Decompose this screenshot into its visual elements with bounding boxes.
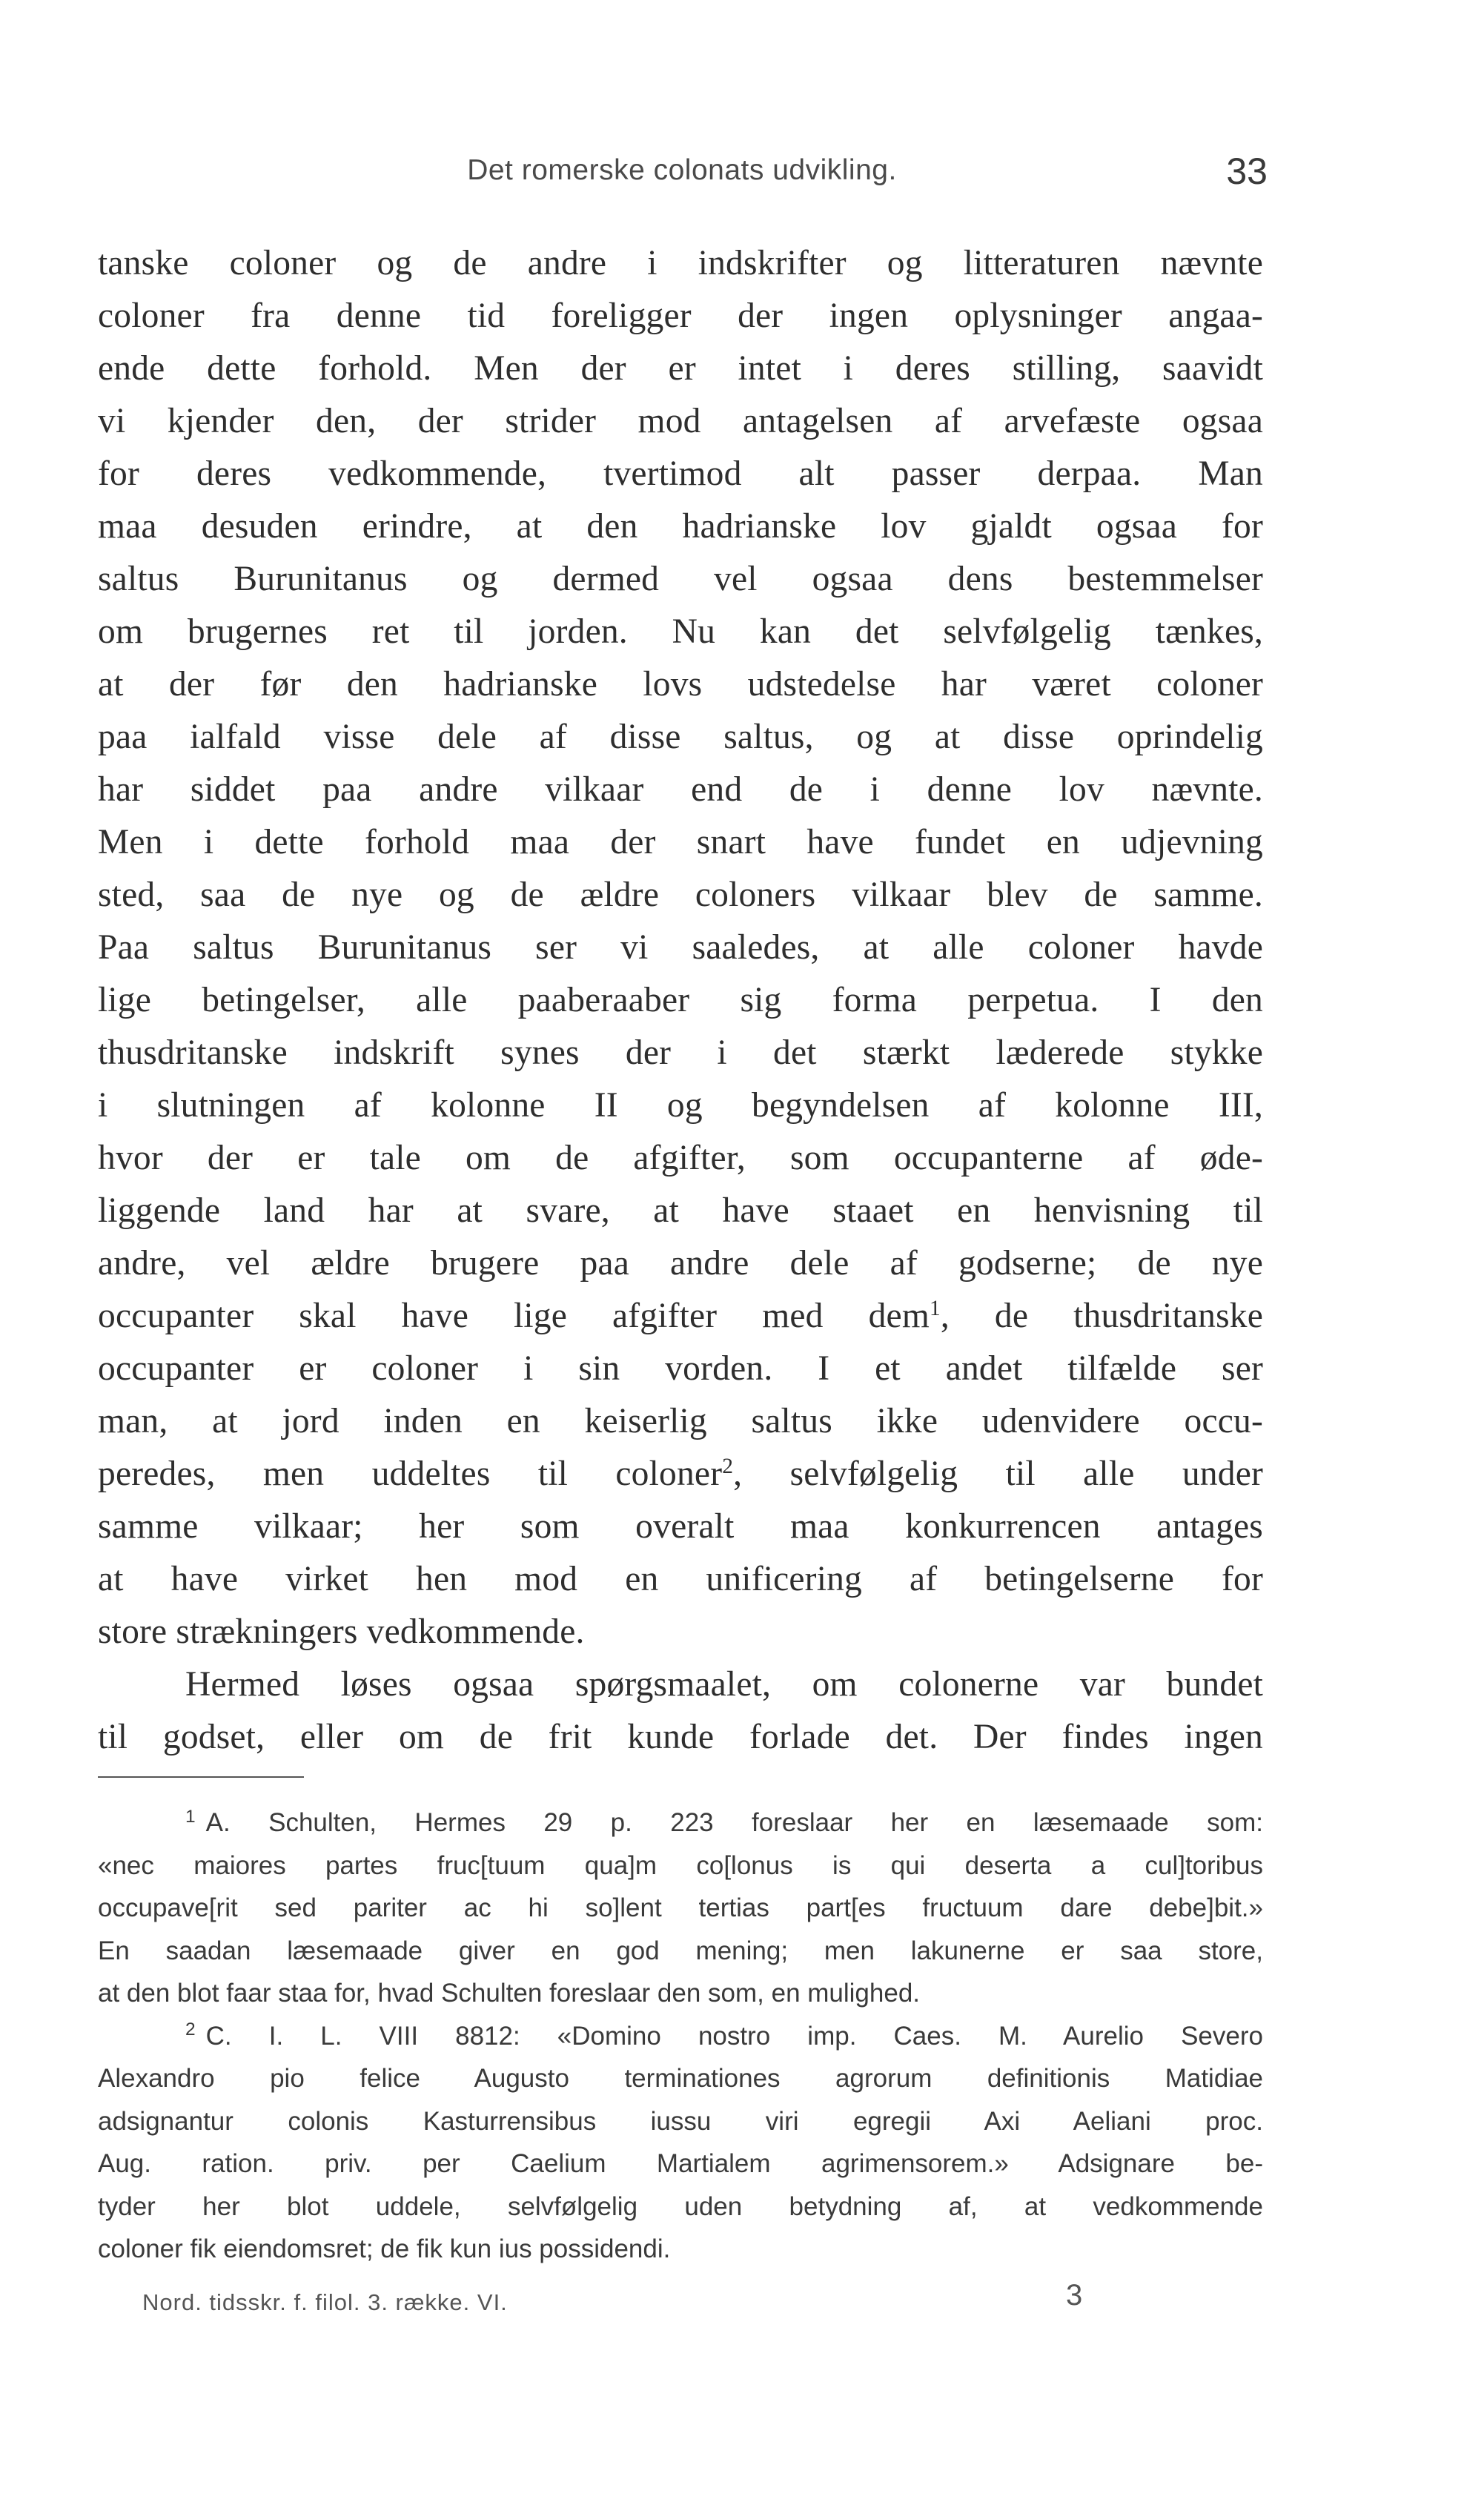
page-number: 33 xyxy=(1226,150,1268,192)
footnote-line: Aug. ration. priv. per Caelium Martialem agrimensorem.» Adsignare be- xyxy=(98,2149,1263,2178)
body-line: i slutningen af kolonne II og begyndelsen af kolonne III, xyxy=(98,1086,1263,1125)
footnote-text: C. I. L. VIII 8812: «Domino nostro imp. Caes. M. Aurelio Severo xyxy=(205,2021,1263,2051)
footnote-line: coloner fik eiendomsret; de fik kun ius possidendi. xyxy=(98,2234,671,2263)
page-header xyxy=(96,150,1268,194)
body-line: sted, saa de nye og de ældre coloners vilkaar blev de samme. xyxy=(98,876,1263,914)
body-line: thusdritanske indskrift synes der i det stærkt læderede stykke xyxy=(98,1033,1263,1072)
body-line: saltus Burunitanus og dermed vel ogsaa dens bestemmelser xyxy=(98,560,1263,598)
footnote-line: Alexandro pio felice Augusto terminationes agrorum definitionis Matidiae xyxy=(98,2064,1263,2093)
body-line: Men i dette forhold maa der snart have fundet en udjevning xyxy=(98,823,1263,861)
footnote-line: «nec maiores partes fruc[tuum qua]m co[lonus is qui deserta a cul]toribus xyxy=(98,1850,1263,1880)
body-line: tanske coloner og de andre i indskrifter og litteraturen nævnte xyxy=(98,244,1263,282)
body-line: coloner fra denne tid foreligger der ingen oplysninger angaa- xyxy=(98,297,1263,335)
body-line: at der før den hadrianske lovs udstedelse har været coloner xyxy=(98,665,1263,704)
body-line-with-footnote-ref xyxy=(98,1290,1263,1343)
running-title: Det romerske colonats udvikling. xyxy=(467,154,897,186)
body-line: hvor der er tale om de afgifter, som occupanterne af øde- xyxy=(98,1139,1263,1177)
body-line: samme vilkaar; her som overalt maa konkurrencen antages xyxy=(98,1507,1263,1546)
body-line: paa ialfald visse dele af disse saltus, og at disse oprindelig xyxy=(98,718,1263,756)
footnote-ref-2[interactable]: 2 xyxy=(722,1454,734,1478)
body-line: om brugernes ret til jorden. Nu kan det selvfølgelig tænkes, xyxy=(98,612,1263,651)
signature-number: 3 xyxy=(1066,2279,1083,2312)
body-line: ende dette forhold. Men der er intet i deres stilling, saavidt xyxy=(98,349,1263,388)
line-text: peredes, men uddeltes til coloner xyxy=(98,1455,723,1493)
body-line: Paa saltus Burunitanus ser vi saaledes, at alle coloner havde xyxy=(98,928,1263,967)
footnote-ref-1[interactable]: 1 xyxy=(929,1296,941,1320)
body-line: Hermed løses ogsaa spørgsmaalet, om colonerne var bundet xyxy=(185,1665,1263,1704)
footnote-line: tyder her blot uddele, selvfølgelig uden betydning af, at vedkommende xyxy=(98,2191,1263,2221)
body-line: maa desuden erindre, at den hadrianske lov gjaldt ogsaa for xyxy=(98,507,1263,546)
signature-line: Nord. tidsskr. f. filol. 3. række. VI. xyxy=(142,2289,508,2315)
footnote-1-line xyxy=(98,1801,1263,1844)
line-text: occupanter skal have lige afgifter med dem xyxy=(98,1297,930,1335)
body-line: lige betingelser, alle paaberaaber sig forma perpetua. I den xyxy=(98,981,1263,1019)
footnote-1-mark: 1 xyxy=(185,1806,196,1827)
footnote-text: A. Schulten, Hermes 29 p. 223 foreslaar her en læsemaade som: xyxy=(205,1808,1263,1837)
footnote-divider xyxy=(98,1776,304,1778)
body-line: vi kjender den, der strider mod antagelsen af arvefæste ogsaa xyxy=(98,402,1263,440)
footnote-2-mark: 2 xyxy=(185,2019,196,2040)
body-line: at have virket hen mod en unificering af betingelserne for xyxy=(98,1560,1263,1598)
footnote-2-line xyxy=(98,2015,1263,2058)
footnote-line: at den blot faar staa for, hvad Schulten foreslaar den som, en mulighed. xyxy=(98,1979,921,2008)
body-line: liggende land har at svare, at have staaet en henvisning til xyxy=(98,1191,1263,1230)
footnote-line: adsignantur colonis Kasturrensibus iussu viri egregii Axi Aeliani proc. xyxy=(98,2106,1263,2136)
body-line: man, at jord inden en keiserlig saltus ikke udenvidere occu- xyxy=(98,1402,1263,1440)
line-text: , de thusdritanske xyxy=(940,1297,1263,1335)
body-line: store strækningers vedkommende. xyxy=(98,1612,585,1651)
body-line-with-footnote-ref xyxy=(98,1448,1263,1501)
footnote-line: occupave[rit sed pariter ac hi so]lent tertias part[es fructuum dare debe]bit.» xyxy=(98,1893,1263,1922)
body-line: andre, vel ældre brugere paa andre dele af godserne; de nye xyxy=(98,1244,1263,1283)
body-text xyxy=(98,237,1263,1764)
body-line: for deres vedkommende, tvertimod alt passer derpaa. Man xyxy=(98,454,1263,493)
footnotes xyxy=(98,1801,1263,2271)
body-line: til godset, eller om de frit kunde forlade det. Der findes ingen xyxy=(98,1718,1263,1756)
body-line: occupanter er coloner i sin vorden. I et andet tilfælde ser xyxy=(98,1349,1263,1388)
line-text: , selvfølgelig til alle under xyxy=(733,1455,1263,1493)
body-line: har siddet paa andre vilkaar end de i denne lov nævnte. xyxy=(98,770,1263,809)
footnote-line: En saadan læsemaade giver en god mening; men lakunerne er saa store, xyxy=(98,1936,1263,1965)
